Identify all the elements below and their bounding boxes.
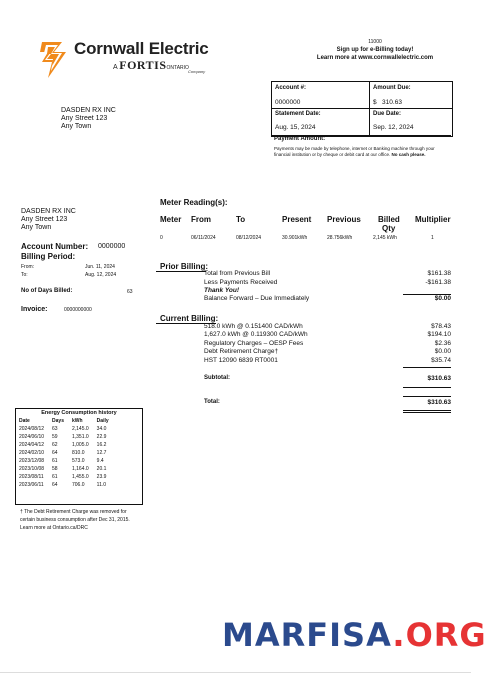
amount-due-number: 310.63 — [382, 99, 402, 106]
meter-header-present: Present — [282, 215, 312, 224]
prior-item-label: Balance Forward – Due Immediately — [204, 295, 310, 302]
table-row: 2023/06/11 64 706.0 11.0 — [19, 482, 107, 488]
account-label: Account #: — [275, 85, 307, 91]
payment-note: Payments may be made by telephone, internet or Banking machine through your financial institution or by cheque or debit card at our office. No cash please. — [274, 146, 435, 157]
thank-you-text: Thank You! — [204, 287, 240, 294]
meter-value-meter: 0 — [160, 235, 163, 241]
table-row: 2024/04/12 62 1,005.0 16.2 — [19, 442, 107, 448]
days-billed-value: 63 — [127, 289, 133, 295]
current-item-amount: $78.43 — [431, 323, 451, 330]
subtotal-label: Subtotal: — [204, 375, 230, 381]
to-label: To: — [21, 272, 28, 278]
fortis-region: ONTARIO — [166, 65, 189, 71]
meter-header-multiplier: Multiplier — [415, 215, 451, 224]
meter-header-to: To — [236, 215, 246, 224]
table-row: 2023/08/11 61 1,455.0 23.9 — [19, 474, 107, 480]
current-item-label: HST 12090 6839 RT0001 — [204, 357, 278, 364]
fortis-tagline — [113, 58, 189, 73]
currency-symbol: $ — [373, 99, 377, 106]
billing-period-label: Billing Period: — [21, 252, 76, 261]
prior-item-amount: $161.38 — [427, 270, 451, 277]
current-item-amount: $0.00 — [434, 348, 451, 355]
history-title: Energy Consumption history — [41, 410, 117, 416]
from-label: From: — [21, 264, 35, 270]
days-billed-label: No of Days Billed: — [21, 288, 73, 294]
meter-header-billed: Billed — [378, 215, 400, 224]
due-date-label: Due Date: — [373, 111, 402, 117]
meter-value-billed: 2,145 kWh — [373, 235, 397, 241]
ebill-promo — [300, 38, 450, 62]
marfisa-watermark: MARFISA.ORG — [222, 616, 487, 654]
meter-value-multiplier: 1 — [431, 235, 434, 241]
current-item-amount: $194.10 — [427, 331, 451, 338]
from-value: Jun. 11, 2024 — [85, 264, 115, 270]
statement-date-label: Statement Date: — [275, 111, 321, 117]
current-item-amount: $2.36 — [434, 340, 451, 347]
table-row: 2024/02/10 64 810.0 12.7 — [19, 450, 107, 456]
invoice-value: 0000000000 — [64, 307, 92, 313]
table-row: 2024/08/12 63 2,145.0 34.0 — [19, 426, 107, 432]
meter-value-present: 30.901kWh — [282, 235, 308, 241]
invoice-label: Invoice: — [21, 306, 48, 313]
ebill-line1: Sign up for e-Billing today! — [336, 47, 414, 53]
current-item-label: Regulatory Charges – OESP Fees — [204, 340, 304, 347]
fortis-a: A — [113, 64, 118, 71]
mailing-address: DASDEN RX INC Any Street 123 Any Town — [61, 107, 116, 130]
meter-value-from: 06/11/2024 — [191, 235, 216, 241]
company-label: Company — [188, 69, 206, 74]
meter-header-previous: Previous — [327, 215, 361, 224]
current-item-label: 1,627.0 kWh @ 0.119300 CAD/kWh — [204, 331, 308, 338]
amount-due-value — [373, 99, 402, 106]
current-item-label: 518.0 kWh @ 0.151400 CAD/kWh — [204, 323, 303, 330]
meter-value-to: 08/12/2024 — [236, 235, 262, 241]
to-value: Aug. 12, 2024 — [85, 272, 117, 278]
meter-header-from: From — [191, 215, 211, 224]
total-value: $310.63 — [427, 399, 451, 406]
prior-item-amount: -$161.38 — [425, 279, 451, 286]
due-date-value: Sep. 12, 2024 — [373, 124, 414, 131]
meter-value-previous: 28.756kWh — [327, 235, 353, 241]
cornwall-logo-icon — [38, 40, 74, 80]
subtotal-value: $310.63 — [427, 375, 451, 382]
table-row: 2024/06/10 59 1,351.0 22.9 — [19, 434, 107, 440]
meter-readings-title: Meter Reading(s): — [160, 198, 228, 207]
current-billing-title: Current Billing: — [160, 314, 219, 323]
service-address: DASDEN RX INC Any Street 123 Any Town — [21, 208, 76, 231]
meter-header-meter: Meter — [160, 215, 182, 224]
payment-amount-label: Payment Amount: — [271, 135, 451, 142]
energy-history-table — [15, 408, 143, 505]
prior-billing-title: Prior Billing: — [160, 262, 208, 271]
table-row: 2023/10/08 58 1,164.0 20.1 — [19, 466, 107, 472]
account-value: 0000000 — [275, 99, 301, 106]
total-label: Total: — [204, 399, 220, 405]
ebill-number: 11000 — [368, 39, 382, 45]
statement-date-value: Aug. 15, 2024 — [275, 124, 316, 131]
prior-item-label: Less Payments Received — [204, 279, 278, 286]
amount-due-label: Amount Due: — [373, 85, 411, 91]
table-row: 2023/12/08 61 573.0 9.4 — [19, 458, 104, 464]
current-item-amount: $35.74 — [431, 357, 451, 364]
balance-forward-amount: $0.00 — [434, 295, 451, 302]
meter-header-billed-qty: Qty — [382, 224, 396, 233]
account-summary-box — [271, 81, 453, 137]
account-number-value: 0000000 — [98, 243, 126, 250]
current-item-label: Debt Retirement Charge† — [204, 348, 279, 355]
debt-retirement-footnote: † The Debt Retirement Charge was removed for certain business consumption after Dec 31, 2015. Learn more at Ontario.ca/DRC — [20, 509, 130, 531]
prior-item-label: Total from Previous Bill — [204, 270, 271, 277]
brand-name: Cornwall Electric — [74, 39, 209, 58]
fortis-name: FORTIS — [119, 58, 167, 72]
account-number-label: Account Number: — [21, 242, 89, 251]
ebill-line2: Learn more at www.cornwallelectric.com — [316, 55, 434, 61]
history-header-row: Date Days kWh Daily — [19, 418, 109, 424]
